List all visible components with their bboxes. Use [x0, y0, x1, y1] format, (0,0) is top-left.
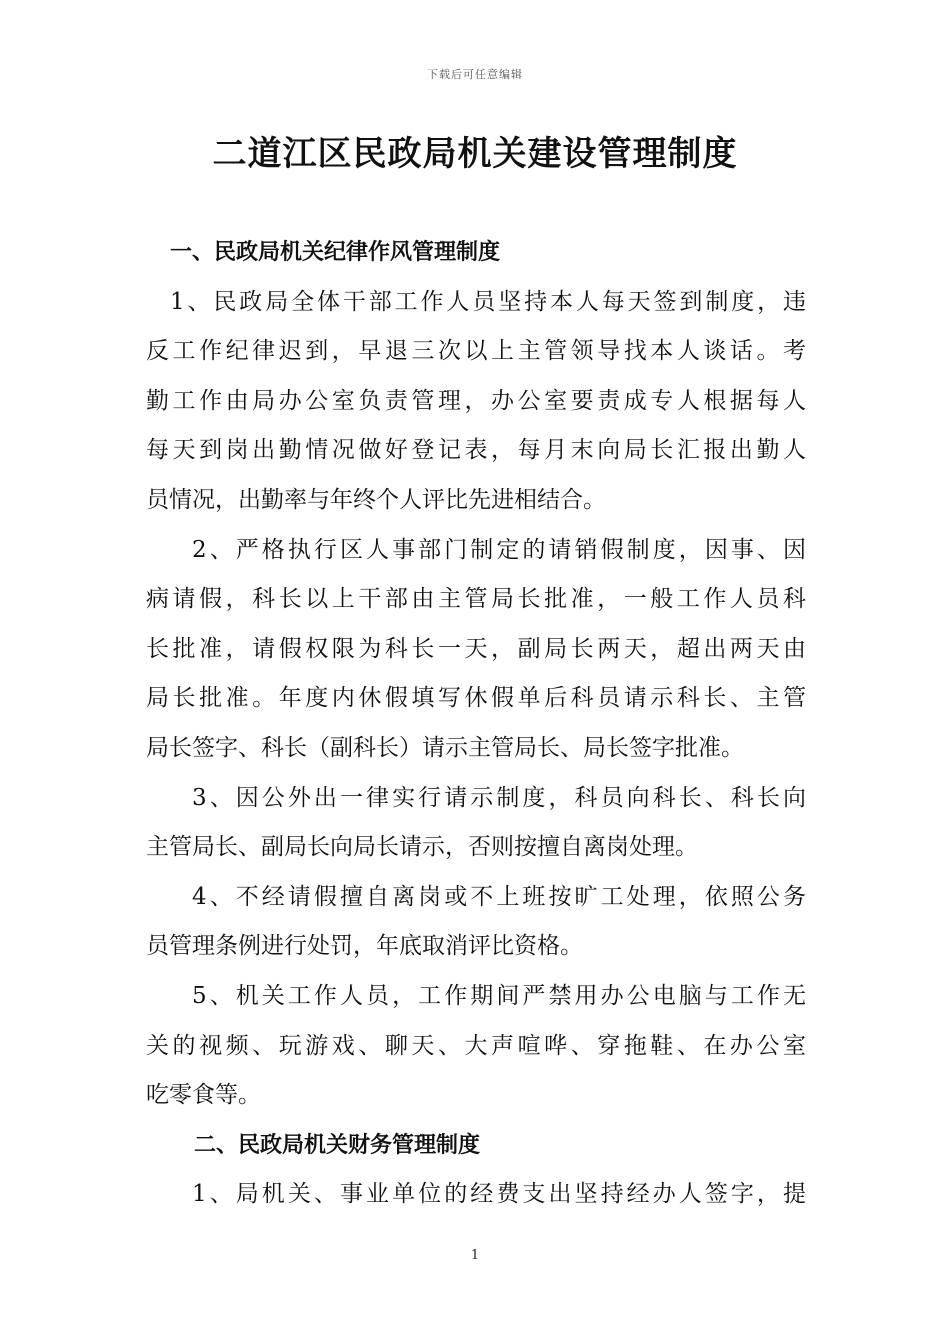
- paragraph-line: 5、机关工作人员，工作期间严禁用办公电脑与工作无: [192, 982, 806, 1009]
- paragraph-line: 3、因公外出一律实行请示制度，科员向科长、科长向: [192, 784, 806, 811]
- paragraph-line: 1、局机关、事业单位的经费支出坚持经办人签字，提: [192, 1181, 806, 1208]
- paragraph-item-2: [146, 526, 806, 774]
- paragraph-line: 吃零食等。: [146, 1082, 261, 1109]
- header-note: 下载后可任意编辑: [427, 68, 523, 81]
- paragraph-line: 关的视频、玩游戏、聊天、大声喧哗、穿拖鞋、在办公室: [146, 1032, 806, 1059]
- document-title: 二道江区民政局机关建设管理制度: [212, 134, 738, 174]
- paragraph-item-3: [146, 774, 806, 873]
- paragraph-line: 每天到岗出勤情况做好登记表，每月末向局长汇报出勤人: [146, 437, 806, 464]
- paragraph-line: 反工作纪律迟到，早退三次以上主管领导找本人谈话。考: [146, 338, 806, 365]
- paragraph-line: 局长批准。年度内休假填写休假单后科员请示科长、主管: [146, 685, 806, 712]
- paragraph-item-1: [146, 278, 806, 526]
- paragraph-line: 员情况，出勤率与年终个人评比先进相结合。: [146, 486, 606, 513]
- paragraph-line: 主管局长、副局长向局长请示，否则按擅自离岗处理。: [146, 834, 698, 861]
- document-body: [146, 228, 806, 1220]
- paragraph-line: 局长签字、科长（副科长）请示主管局长、局长签字批准。: [146, 734, 744, 761]
- paragraph-item-4: [146, 873, 806, 972]
- paragraph-item-6: [146, 1170, 806, 1220]
- paragraph-line: 4、不经请假擅自离岗或不上班按旷工处理，依照公务: [192, 883, 806, 910]
- page-number: 1: [470, 1248, 480, 1263]
- paragraph-line: 1、民政局全体干部工作人员坚持本人每天签到制度，违: [170, 288, 806, 315]
- section-heading: 二、民政局机关财务管理制度: [194, 1132, 481, 1158]
- paragraph-line: 2、严格执行区人事部门制定的请销假制度，因事、因: [192, 536, 806, 563]
- paragraph-item-5: [146, 972, 806, 1121]
- section-heading: 一、民政局机关纪律作风管理制度: [170, 240, 501, 265]
- paragraph-line: 长批准，请假权限为科长一天，副局长两天，超出两天由: [146, 635, 806, 662]
- paragraph-line: 员管理条例进行处罚，年底取消评比资格。: [146, 933, 583, 960]
- paragraph-line: 病请假，科长以上干部由主管局长批准，一般工作人员科: [146, 586, 806, 613]
- paragraph-line: 勤工作由局办公室负责管理，办公室要责成专人根据每人: [146, 387, 806, 414]
